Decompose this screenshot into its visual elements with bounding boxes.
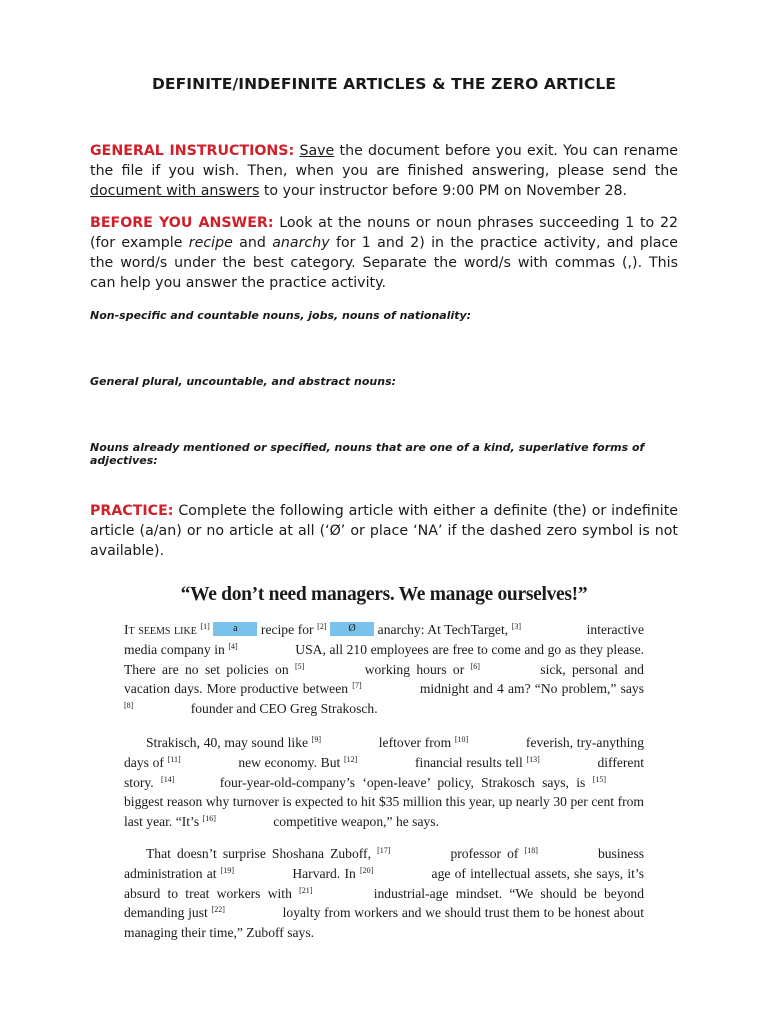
- general-text-2: to your instructor before 9:00 PM on November 28.: [259, 183, 628, 199]
- text-run: different story.: [124, 754, 645, 790]
- answer-field-1[interactable]: a: [213, 622, 257, 636]
- blank-number: [9]: [311, 735, 322, 744]
- text-run: leftover from: [378, 735, 452, 750]
- text-run: That doesn’t surprise Shoshana Zuboff,: [146, 846, 371, 861]
- category-nonspecific: Non-specific and countable nouns, jobs, nouns of nationality:: [90, 309, 472, 322]
- general-instructions-label: GENERAL INSTRUCTIONS: [90, 143, 289, 159]
- before-you-answer-label: BEFORE YOU ANSWER:: [90, 215, 274, 231]
- before-you-answer: [90, 213, 678, 293]
- category-general-plural: General plural, uncountable, and abstract nouns:: [90, 375, 397, 388]
- category-specified: Nouns already mentioned or specified, nouns that are one of a kind, superlative forms of adjectives:: [90, 441, 645, 467]
- text-run: Harvard. In: [292, 865, 356, 881]
- blank-number: [3]: [511, 622, 522, 631]
- blank-number: [13]: [526, 754, 540, 764]
- text-run: working hours or: [364, 661, 465, 677]
- blank-number: [21]: [299, 885, 313, 895]
- text-run: competitive weapon,” he says.: [273, 814, 439, 830]
- blank-number: [6]: [470, 661, 480, 671]
- blank-number: [2]: [317, 622, 327, 631]
- before-text-1: Look at the nouns or noun phrases succeeding 1 to 22 (for example: [90, 215, 678, 251]
- text-run: midnight and 4 am? “No problem,” says: [419, 681, 645, 697]
- article-paragraph-2: [124, 733, 644, 832]
- blank-number: [18]: [524, 846, 538, 855]
- blank-number: [20]: [360, 865, 374, 875]
- text-run: four-year-old-company’s ‘open-leave’ policy, Strakosch says, is: [219, 774, 586, 790]
- text-run: USA, all 210 employees are free to come and go as they please. There are no set policies on: [124, 641, 644, 677]
- save-link[interactable]: Save: [299, 143, 335, 159]
- practice-instructions: [90, 501, 678, 561]
- example-recipe: recipe: [188, 235, 233, 251]
- blank-number: [8]: [124, 701, 134, 711]
- text-run: professor of: [450, 846, 519, 861]
- text-run: sick, personal and vacation days. More productive between: [124, 661, 644, 697]
- text-run: financial results tell: [415, 754, 523, 770]
- lead-in: It seems like: [124, 622, 197, 637]
- blank-number: [12]: [344, 754, 358, 764]
- blank-number: [10]: [454, 735, 469, 744]
- text-run: feverish, try-anything days of: [124, 735, 644, 770]
- article-paragraph-1: [124, 620, 644, 719]
- blank-number: [7]: [352, 681, 362, 691]
- text-run: business administration at: [124, 846, 645, 881]
- text-run: biggest reason why turnover is expected to hit $35 million this year, up nearly 30 per cent from last year. “It’s: [124, 794, 644, 830]
- text-run: anarchy: At TechTarget,: [377, 622, 509, 637]
- blank-number: [5]: [295, 661, 305, 671]
- general-instructions: [90, 141, 678, 201]
- blank-number: [22]: [211, 905, 225, 915]
- blank-number: [16]: [202, 814, 216, 824]
- before-and: and: [232, 235, 273, 251]
- article-heading: “We don’t need managers. We manage ourselves!”: [180, 584, 588, 605]
- document-with-answers-link[interactable]: document with answers: [90, 183, 260, 199]
- blank-number: [11]: [167, 754, 181, 764]
- blank-number: [15]: [592, 774, 606, 784]
- text-run: interactive media company in: [124, 622, 645, 657]
- blank-number: [4]: [228, 641, 238, 651]
- blank-number: [19]: [220, 865, 235, 875]
- text-run: founder and CEO Greg Strakosch.: [190, 701, 378, 717]
- text-run: recipe for: [260, 622, 314, 637]
- practice-text: Complete the following article with either a definite (the) or indefinite article (a/an) or no article at all (‘Ø’ or place ‘NA’ if the dashed zero symbol is not available).: [90, 503, 678, 559]
- page-title: DEFINITE/INDEFINITE ARTICLES & THE ZERO ARTICLE: [151, 75, 617, 93]
- blank-number: [14]: [161, 774, 175, 784]
- before-text-2: for 1 and 2) in the practice activity, and place the word/s under the best category. Separate the word/s with commas (,). This can help you answer the practice activity.: [90, 235, 678, 291]
- text-run: industrial-age mindset. “We should be beyond demanding just: [124, 885, 645, 921]
- blank-number: [17]: [377, 846, 391, 855]
- text-run: loyalty from workers and we should trust them to be honest about managing their time,” Zuboff says.: [124, 905, 644, 941]
- text-run: age of intellectual assets, she says, it’s absurd to treat workers with: [124, 865, 645, 901]
- text-run: new economy. But: [238, 754, 341, 770]
- label-colon: :: [288, 143, 295, 159]
- blank-number: [1]: [200, 622, 210, 631]
- answer-field-2[interactable]: Ø: [330, 622, 374, 636]
- article-paragraph-3: [124, 844, 644, 943]
- practice-label: PRACTICE:: [90, 503, 174, 519]
- general-text-1: the document before you exit. You can rename the file if you wish. Then, when you are finished answering, please send the: [90, 143, 679, 179]
- text-run: Strakisch, 40, may sound like: [146, 735, 309, 750]
- example-anarchy: anarchy: [272, 235, 330, 251]
